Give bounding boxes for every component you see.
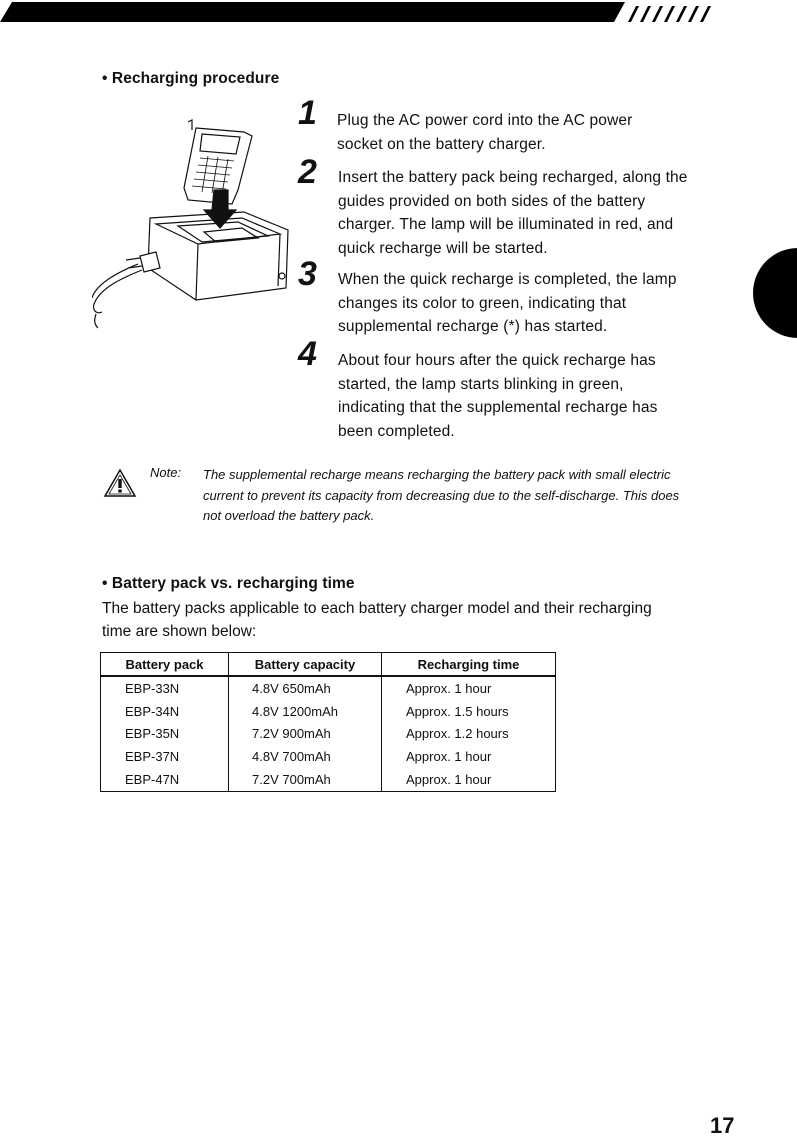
cell-battery-pack: EBP-37N (101, 745, 229, 768)
header-battery-capacity: Battery capacity (229, 653, 382, 677)
cell-battery-capacity: 4.8V 650mAh (229, 676, 382, 700)
cell-recharging-time: Approx. 1 hour (382, 745, 556, 768)
note-text: The supplemental recharge means recharging the battery pack with small electric current to prevent its capacity from decreasing due to the self-discharge. This does not overload the battery pack. (203, 467, 680, 523)
cell-recharging-time: Approx. 1.2 hours (382, 723, 556, 746)
header-battery-pack: Battery pack (101, 653, 229, 677)
table-header-row (101, 653, 556, 677)
step-text-1: Plug the AC power cord into the AC power socket on the battery charger. (337, 112, 633, 153)
battery-heading: • Battery pack vs. recharging time (102, 575, 355, 592)
cell-recharging-time: Approx. 1.5 hours (382, 700, 556, 723)
battery-table (100, 652, 556, 792)
step-number-4: 4 (298, 335, 317, 373)
cell-battery-capacity: 4.8V 1200mAh (229, 700, 382, 723)
page-number: 17 (710, 1113, 735, 1138)
step-text-4: About four hours after the quick recharge has started, the lamp starts blinking in green, indicating that the supplemental recharge has been completed. (338, 352, 658, 440)
table-row (101, 723, 556, 746)
cell-battery-capacity: 4.8V 700mAh (229, 745, 382, 768)
header-recharging-time: Recharging time (382, 653, 556, 677)
step-number-2: 2 (298, 153, 317, 191)
header-stripe-bar (0, 0, 797, 22)
battery-intro: The battery packs applicable to each battery charger model and their recharging time are shown below: (102, 600, 652, 640)
table-row (101, 700, 556, 723)
cell-battery-capacity: 7.2V 700mAh (229, 768, 382, 791)
step-text-2: Insert the battery pack being recharged, along the guides provided on both sides of the battery charger. The lamp will be illuminated in red, and quick recharge will be started. (338, 169, 688, 257)
table-row (101, 745, 556, 768)
chapter-tab (753, 248, 797, 338)
cell-battery-pack: EBP-35N (101, 723, 229, 746)
cell-battery-capacity: 7.2V 900mAh (229, 723, 382, 746)
cell-battery-pack: EBP-47N (101, 768, 229, 791)
table-row (101, 676, 556, 700)
note-label: Note: (150, 465, 182, 480)
table-row (101, 768, 556, 791)
cell-battery-pack: EBP-34N (101, 700, 229, 723)
step-number-1: 1 (298, 94, 317, 132)
cell-recharging-time: Approx. 1 hour (382, 676, 556, 700)
cell-recharging-time: Approx. 1 hour (382, 768, 556, 791)
step-number-3: 3 (298, 255, 317, 293)
warning-triangle-icon (103, 468, 137, 498)
cell-battery-pack: EBP-33N (101, 676, 229, 700)
charger-illustration (92, 118, 300, 333)
step-text-3: When the quick recharge is completed, the lamp changes its color to green, indicating that supplemental recharge (*) has started. (338, 271, 677, 335)
recharging-heading: • Recharging procedure (102, 70, 280, 87)
